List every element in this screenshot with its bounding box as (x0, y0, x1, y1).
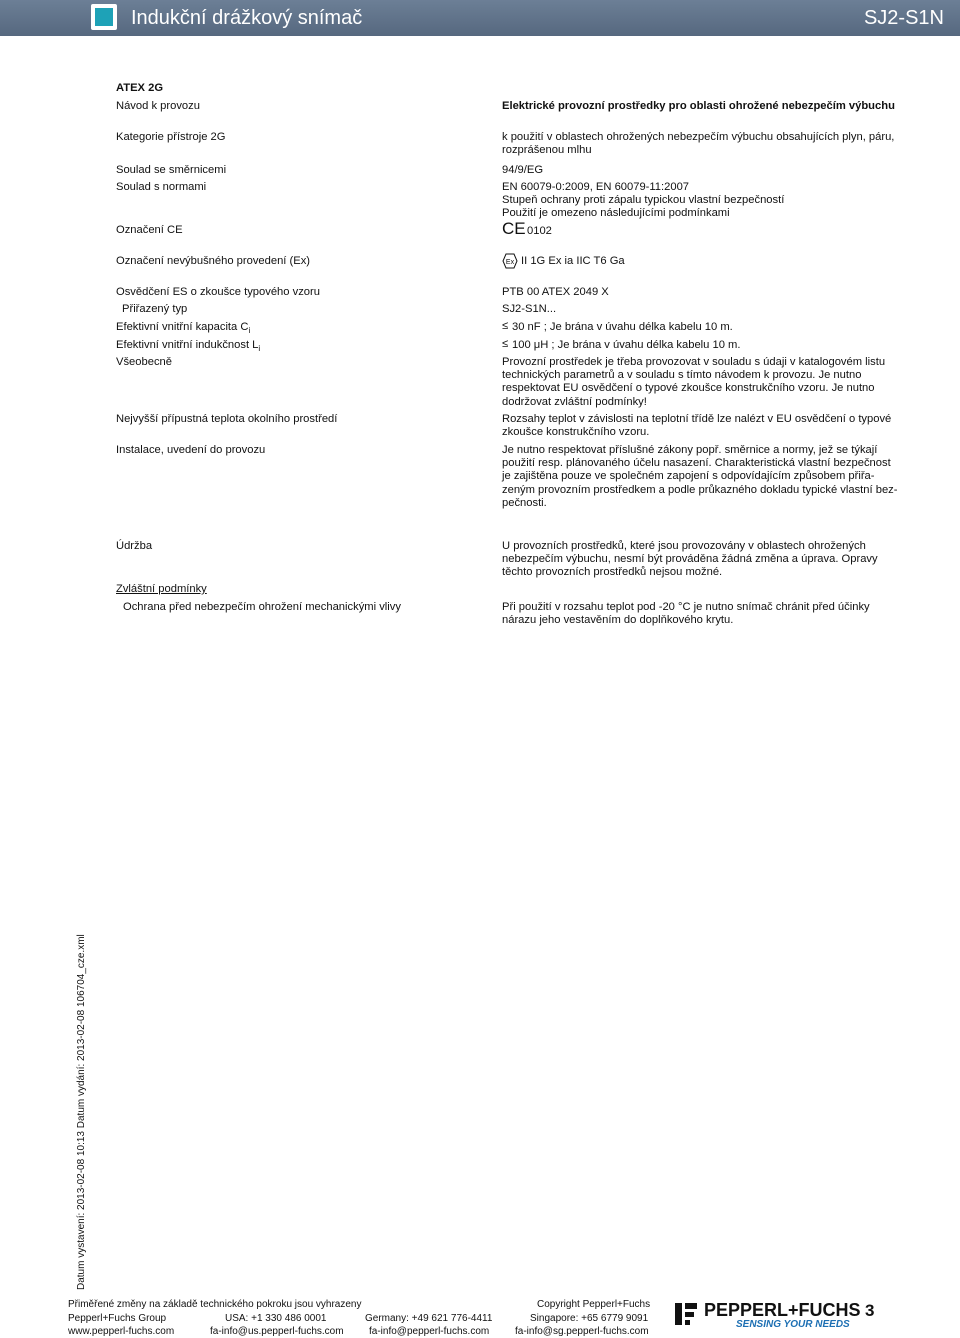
ce-label: Označení CE (116, 224, 183, 237)
capacitance-value: 30 nF ; Je brána v úvahu délka kabelu 10 m. (512, 321, 733, 334)
footer-col-usa (210, 1313, 344, 1338)
inductance-label (116, 339, 260, 352)
ex-hexagon-icon (502, 253, 518, 269)
ex-symbol-text: Ex (506, 259, 515, 266)
footer-website-link[interactable]: www.pepperl-fuchs.com (68, 1326, 174, 1338)
directive-label: Soulad se směrnicemi (116, 164, 226, 177)
installation-value: Je nutno respektovat příslušné zákony popř. směrnice a normy, jež se týkají použití resp. plánovaného účelu nasazení. Charakteristická vlastní bezpečnost je zajištěna pouze ve společném zapojení s odpovídajícím způsobem přiřa- zeným provozním prostředkem a podle průkazného dokladu typické vlastní bez- pečnosti. (502, 444, 902, 510)
footer-col-germany (365, 1313, 492, 1338)
ex-value: II 1G Ex ia IIC T6 Ga (521, 255, 625, 268)
general-label: Všeobecně (116, 356, 172, 369)
footer-singapore-email[interactable]: fa-info@sg.pepperl-fuchs.com (515, 1326, 649, 1338)
inductance-subscript: i (258, 344, 260, 353)
footer-notice: Přiměřené změny na základě technického pokroku jsou vyhrazeny (68, 1298, 362, 1311)
inductance-label-text: Efektivní vnitřní indukčnost L (116, 339, 258, 351)
footer-germany-email[interactable]: fa-info@pepperl-fuchs.com (365, 1326, 492, 1338)
cert-value: PTB 00 ATEX 2049 X (502, 286, 902, 299)
ce-number: 0102 (527, 225, 552, 238)
capacitance-subscript: i (248, 326, 250, 335)
directive-value: 94/9/EG (502, 164, 902, 177)
footer-col-singapore (515, 1313, 649, 1338)
installation-label: Instalace, uvedení do provozu (116, 444, 265, 457)
less-equal-icon: ≤ (502, 320, 508, 333)
maintenance-value: U provozních prostředků, které jsou provozovány v oblastech ohrožených nebezpečím výbuchu, nesmí být prováděna žádná změna a úprava. Opravy těchto provozních prostředků nejsou možné. (502, 540, 882, 580)
norms-line-2: Stupeň ochrany proti zápalu typickou vlastní bezpečností (502, 194, 902, 207)
type-label: Přiřazený typ (122, 303, 187, 316)
product-code: SJ2-S1N (864, 6, 944, 30)
norms-label: Soulad s normami (116, 181, 206, 194)
footer-singapore-phone: Singapore: +65 6779 9091 (515, 1313, 649, 1326)
page-title: Indukční drážkový snímač (131, 6, 362, 30)
footer-group-name: Pepperl+Fuchs Group (68, 1313, 174, 1326)
logo-slogan: SENSING YOUR NEEDS (736, 1319, 850, 1331)
temperature-value: Rozsahy teplot v závislosti na teplotní třídě lze nalézt v EU osvědčení o typové zkoušce konstrukčního vzoru. (502, 413, 902, 439)
ex-label: Označení nevýbušného provedení (Ex) (116, 255, 310, 268)
category-label: Kategorie přístroje 2G (116, 131, 225, 144)
issue-date-vertical: Datum vystavení: 2013-02-08 10:13 Datum vydání: 2013-02-08 106704_cze.xml (76, 934, 88, 1290)
header-accent-square (95, 8, 113, 26)
ce-mark-icon: CE (502, 220, 526, 238)
maintenance-label: Údržba (116, 540, 152, 553)
special-conditions-value: Při použití v rozsahu teplot pod -20 °C je nutno snímač chránit před účinky nárazu jeho vestavěním do doplňkového krytu. (502, 601, 887, 627)
pf-logo-icon (672, 1300, 700, 1328)
norms-line-1: EN 60079-0:2009, EN 60079-11:2007 (502, 181, 902, 194)
footer-usa-phone: USA: +1 330 486 0001 (210, 1313, 344, 1326)
footer-copyright: Copyright Pepperl+Fuchs (537, 1298, 650, 1311)
footer-usa-email[interactable]: fa-info@us.pepperl-fuchs.com (210, 1326, 344, 1338)
company-logo (672, 1300, 852, 1334)
capacitance-label-text: Efektivní vnitřní kapacita C (116, 321, 248, 333)
special-conditions-label: Zvláštní podmínky (116, 583, 207, 596)
footer-germany-phone: Germany: +49 621 776-4411 (365, 1313, 492, 1326)
logo-name: PEPPERL+FUCHS (704, 1300, 861, 1320)
header-bar (0, 0, 960, 36)
type-value: SJ2-S1N... (502, 303, 902, 316)
cert-label: Osvědčení ES o zkoušce typového vzoru (116, 286, 320, 299)
capacitance-label (116, 321, 250, 334)
header-logo-square (91, 4, 117, 30)
atex-title: ATEX 2G (116, 82, 163, 95)
manual-label: Návod k provozu (116, 100, 200, 113)
footer-col-group (68, 1313, 174, 1338)
less-equal-icon: ≤ (502, 338, 508, 351)
temperature-label: Nejvyšší přípustná teplota okolního prostředí (116, 413, 337, 426)
page-number: 3 (865, 1304, 874, 1317)
inductance-value: 100 μH ; Je brána v úvahu délka kabelu 10 m. (512, 339, 740, 352)
norms-line-3: Použití je omezeno následujícími podmínkami (502, 207, 902, 220)
manual-value: Elektrické provozní prostředky pro oblasti ohrožené nebezpečím výbuchu (502, 100, 902, 113)
general-value: Provozní prostředek je třeba provozovat v souladu s údaji v katalogovém listu technických parametrů a v souladu s tímto návodem k provozu. Je nutno respektovat EU osvědčení o typové zkoušce konstrukčního vzoru. Je nutno dodržovat zvláštní podmínky! (502, 356, 897, 409)
category-value: k použití v oblastech ohrožených nebezpečím výbuchu obsahujících plyn, páru, rozprášenou mlhu (502, 131, 902, 157)
special-conditions-sublabel: Ochrana před nebezpečím ohrožení mechanickými vlivy (123, 601, 401, 614)
